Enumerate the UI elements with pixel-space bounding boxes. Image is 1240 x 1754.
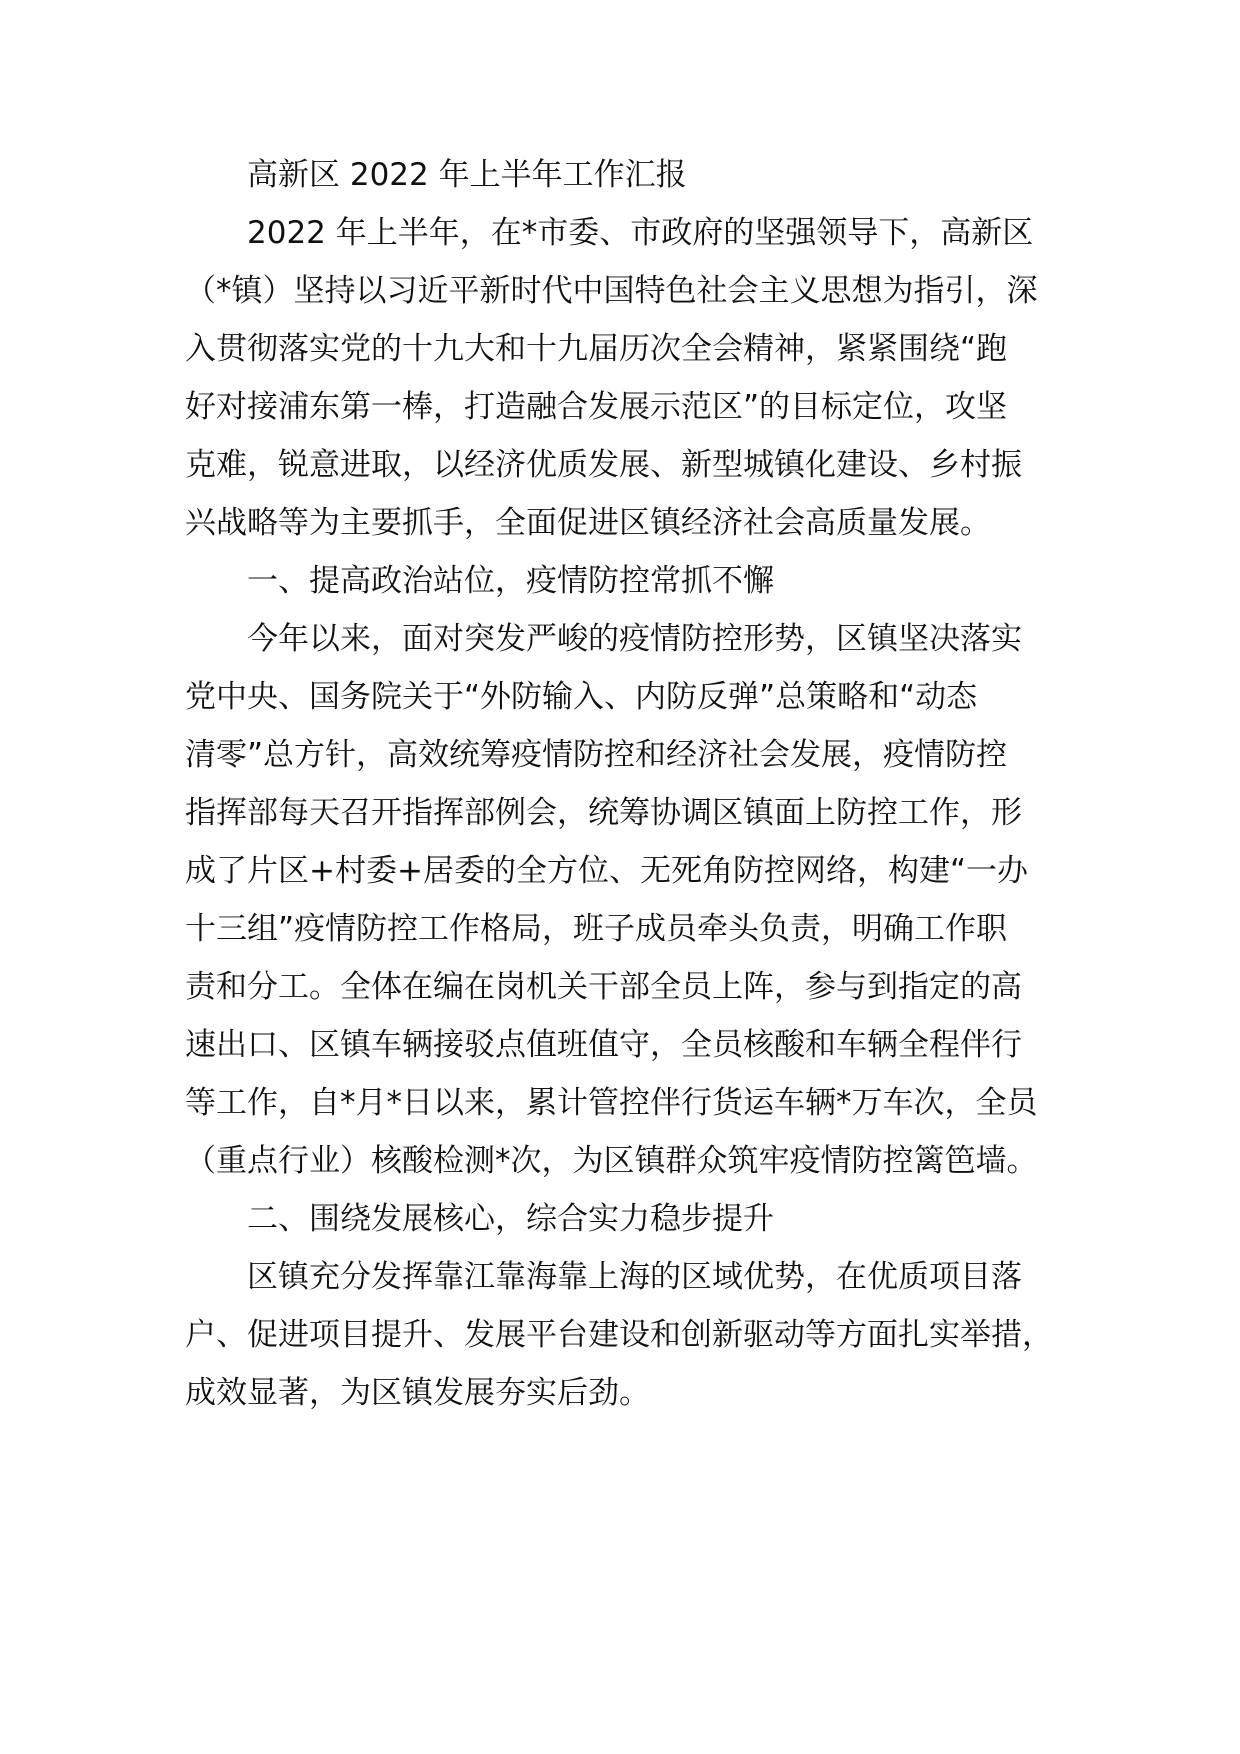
document-title: 高新区 2022 年上半年工作汇报 — [247, 157, 687, 193]
paragraph-2-line: 责和分工。全体在编在岗机关干部全员上阵，参与到指定的高 — [185, 969, 1022, 1005]
paragraph-3-line: 成效显著，为区镇发展夯实后劲。 — [185, 1375, 650, 1411]
paragraph-2-line: 清零”总方针，高效统筹疫情防控和经济社会发展，疫情防控 — [185, 737, 1008, 773]
paragraph-3-line: 户、促进项目提升、发展平台建设和创新驱动等方面扎实举措， — [185, 1317, 1053, 1353]
paragraph-1-line: 2022 年上半年，在*市委、市政府的坚强领导下，高新区 — [247, 215, 1034, 251]
paragraph-1-line: （*镇）坚持以习近平新时代中国特色社会主义思想为指引，深 — [185, 273, 1038, 309]
paragraph-2-line: 成了片区+村委+居委的全方位、无死角防控网络，构建“一办 — [185, 853, 1029, 889]
section-heading-2: 二、围绕发展核心，综合实力稳步提升 — [247, 1201, 774, 1237]
paragraph-2-line: 今年以来，面对突发严峻的疫情防控形势，区镇坚决落实 — [247, 621, 1022, 657]
section-heading-1: 一、提高政治站位，疫情防控常抓不懈 — [247, 563, 774, 599]
paragraph-1-line: 入贯彻落实党的十九大和十九届历次全会精神，紧紧围绕“跑 — [185, 331, 1008, 367]
paragraph-2-line: 指挥部每天召开指挥部例会，统筹协调区镇面上防控工作，形 — [185, 795, 1022, 831]
paragraph-3-line: 区镇充分发挥靠江靠海靠上海的区域优势，在优质项目落 — [247, 1259, 1022, 1295]
paragraph-2-line: 等工作，自*月*日以来，累计管控伴行货运车辆*万车次，全员 — [185, 1085, 1038, 1121]
paragraph-2-line: 速出口、区镇车辆接驳点值班值守，全员核酸和车辆全程伴行 — [185, 1027, 1022, 1063]
paragraph-2-line: （重点行业）核酸检测*次，为区镇群众筑牢疫情防控篱笆墙。 — [185, 1143, 1038, 1179]
paragraph-1-line: 克难，锐意进取，以经济优质发展、新型城镇化建设、乡村振 — [185, 447, 1022, 483]
paragraph-2-line: 党中央、国务院关于“外防输入、内防反弹”总策略和“动态 — [185, 679, 978, 715]
paragraph-1-line: 好对接浦东第一棒，打造融合发展示范区”的目标定位，攻坚 — [185, 389, 1008, 425]
paragraph-1-line: 兴战略等为主要抓手，全面促进区镇经济社会高质量发展。 — [185, 505, 991, 541]
paragraph-2-line: 十三组”疫情防控工作格局，班子成员牵头负责，明确工作职 — [185, 911, 1008, 947]
